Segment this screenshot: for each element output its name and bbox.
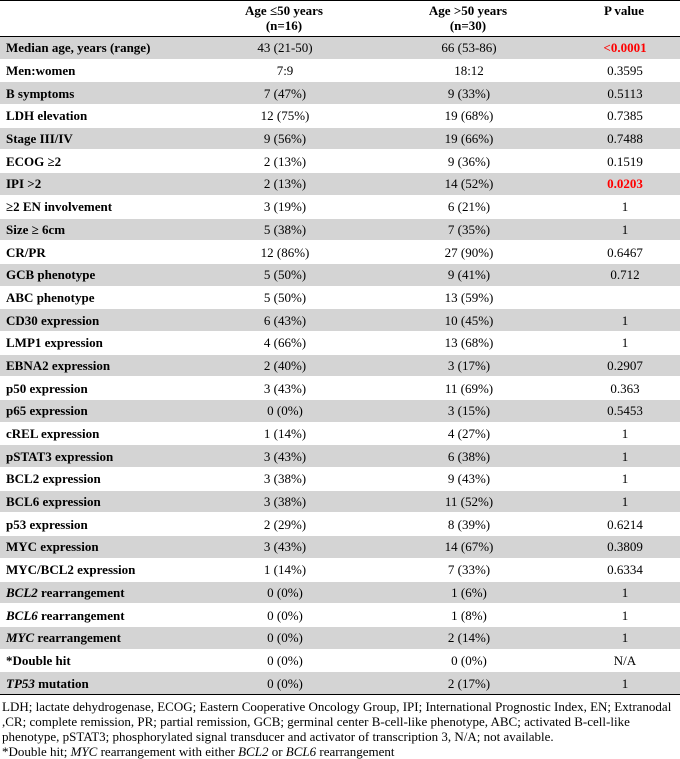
value-age-le50: 5 (38%) (200, 218, 368, 241)
p-value: 0.2907 (568, 354, 680, 377)
value-age-gt50: 11 (52%) (368, 490, 568, 513)
header-variable (0, 1, 200, 37)
p-value: 1 (568, 218, 680, 241)
value-age-gt50: 19 (66%) (368, 127, 568, 150)
header-age-gt50 (368, 1, 568, 37)
value-age-gt50: 6 (38%) (368, 445, 568, 468)
value-age-le50: 0 (0%) (200, 400, 368, 423)
value-age-le50: 3 (43%) (263, 380, 307, 396)
value-age-gt50: 27 (90%) (444, 244, 494, 260)
gene-name: BCL2 (6, 584, 38, 600)
row-label-text: ECOG ≥2 (6, 153, 62, 169)
row-label-text: *Double hit (6, 652, 71, 668)
value-age-le50: 0 (0%) (267, 607, 303, 623)
row-label-text: ABC phenotype (6, 289, 95, 305)
row-label-text: MYC/BCL2 expression (6, 562, 136, 578)
gene-name: BCL6 (6, 607, 38, 623)
double-hit-mid: rearrangement with either (97, 743, 239, 759)
value-age-gt50: 19 (68%) (444, 108, 494, 124)
row-label (0, 241, 200, 264)
value-age-gt50: 2 (14%) (368, 626, 568, 649)
table-row (0, 354, 680, 377)
row-label-text: p53 expression (6, 516, 88, 532)
table-row (0, 150, 680, 173)
table-row (0, 581, 680, 604)
row-label (0, 468, 200, 491)
value-age-le50: 3 (19%) (263, 199, 307, 215)
row-label (0, 604, 200, 627)
value-age-gt50: 9 (41%) (368, 263, 568, 286)
row-label-text: p50 expression (6, 380, 88, 396)
value-age-gt50: 13 (68%) (444, 335, 494, 351)
row-label (0, 105, 200, 128)
table-row (0, 490, 680, 513)
value-age-le50: 1 (14%) (263, 426, 307, 442)
table-row (0, 649, 680, 672)
double-hit-gene-myc: MYC (70, 743, 98, 759)
p-value: N/A (613, 652, 637, 668)
value-age-le50: 43 (21-50) (200, 37, 368, 60)
table-row (0, 241, 680, 264)
value-age-gt50: 9 (43%) (447, 471, 491, 487)
table-row (0, 173, 680, 196)
row-label-text: CD30 expression (6, 312, 100, 328)
table-row (0, 195, 680, 218)
value-age-gt50: 66 (53-86) (368, 37, 568, 60)
double-hit-note (2, 744, 678, 759)
value-age-le50: 3 (38%) (200, 490, 368, 513)
gene-name: MYC (6, 630, 35, 646)
p-value: 1 (621, 426, 629, 442)
value-age-le50: 5 (50%) (200, 263, 368, 286)
value-age-le50: 4 (66%) (263, 335, 307, 351)
value-age-le50: 1 (14%) (263, 562, 307, 578)
table-row (0, 377, 680, 400)
value-age-le50: 12 (86%) (260, 244, 310, 260)
value-age-gt50: 1 (8%) (451, 607, 487, 623)
p-value: 1 (568, 490, 680, 513)
table-row (0, 604, 680, 627)
p-value: 1 (621, 335, 629, 351)
double-hit-or: or (268, 743, 286, 759)
table-row (0, 536, 680, 559)
table-header (0, 1, 680, 37)
value-age-le50: 0 (0%) (200, 581, 368, 604)
p-value: 1 (621, 471, 629, 487)
row-label-text: BCL6 expression (6, 494, 101, 510)
table-body (0, 37, 680, 695)
value-age-le50: 2 (29%) (263, 516, 307, 532)
value-age-le50: 3 (43%) (200, 536, 368, 559)
row-label-text: ≥2 EN involvement (6, 199, 113, 215)
table-row (0, 422, 680, 445)
row-label-text: IPI >2 (6, 176, 42, 192)
row-label (0, 400, 200, 423)
table-row (0, 263, 680, 286)
gene-name: TP53 (6, 675, 35, 691)
row-label (0, 422, 200, 445)
p-value-significant: 0.0203 (568, 173, 680, 196)
value-age-le50: 7 (47%) (200, 82, 368, 105)
p-value: 0.7488 (568, 127, 680, 150)
row-label (0, 127, 200, 150)
row-label-text: cREL expression (6, 426, 100, 442)
p-value: 1 (568, 626, 680, 649)
value-age-le50: 6 (43%) (200, 309, 368, 332)
table-row (0, 672, 680, 695)
p-value: 0.5453 (568, 400, 680, 423)
row-label-text: EBNA2 expression (6, 357, 111, 373)
value-age-gt50: 0 (0%) (451, 652, 487, 668)
value-age-le50: 5 (50%) (263, 289, 307, 305)
value-age-gt50: 2 (17%) (368, 672, 568, 695)
row-label-text: rearrangement (37, 584, 125, 600)
p-value: 1 (621, 607, 629, 623)
row-label (0, 626, 200, 649)
value-age-le50: 0 (0%) (200, 626, 368, 649)
p-value: 0.6467 (607, 244, 643, 260)
value-age-le50: 3 (43%) (200, 445, 368, 468)
p-value-significant: <0.0001 (568, 37, 680, 60)
table-row (0, 445, 680, 468)
p-value: 1 (568, 581, 680, 604)
table-row (0, 82, 680, 105)
row-label (0, 581, 200, 604)
value-age-le50: 7:9 (276, 63, 294, 79)
p-value: 0.363 (610, 380, 640, 396)
table-row (0, 513, 680, 536)
table-footnotes (0, 695, 680, 759)
row-label-text: LMP1 expression (6, 335, 103, 351)
value-age-gt50: 3 (15%) (368, 400, 568, 423)
row-label (0, 513, 200, 536)
value-age-le50: 2 (40%) (200, 354, 368, 377)
row-label-text: LDH elevation (6, 108, 88, 124)
value-age-gt50: 7 (33%) (447, 562, 491, 578)
value-age-gt50: 11 (69%) (444, 380, 494, 396)
table-row (0, 468, 680, 491)
p-value: 0.1519 (607, 153, 643, 169)
abbreviations-note: LDH; lactate dehydrogenase, ECOG; Eastern Cooperative Oncology Group, IPI; International Prognostic Index, EN; Extranodal ,CR; complete remission, PR; partial remission, GCB; germinal center B-cell-like phenotype, ABC; activated B-cell-like phenotype, pSTAT3; phosphorylated signal transducer and activator of transcription 3, N/A; not available. (2, 698, 672, 744)
header-age-le50-line2: (n=16) (265, 18, 303, 33)
row-label-text: rearrangement (34, 630, 121, 646)
row-label-text: Size ≥ 6cm (6, 221, 66, 237)
table-row (0, 105, 680, 128)
row-label (0, 558, 200, 581)
row-label-text: Stage III/IV (6, 131, 73, 147)
row-label (0, 59, 200, 82)
table-row (0, 400, 680, 423)
p-value: 0.7385 (607, 108, 643, 124)
p-value (568, 286, 680, 309)
row-label (0, 536, 200, 559)
p-value: 0.6334 (607, 562, 643, 578)
table-row (0, 59, 680, 82)
p-value: 1 (621, 199, 629, 215)
table-row (0, 37, 680, 60)
row-label (0, 331, 200, 354)
value-age-le50: 9 (56%) (200, 127, 368, 150)
p-value: 0.3809 (568, 536, 680, 559)
p-value: 1 (568, 309, 680, 332)
value-age-gt50: 4 (27%) (447, 426, 491, 442)
row-label-text: BCL2 expression (6, 471, 101, 487)
p-value: 0.712 (568, 263, 680, 286)
row-label-text: GCB phenotype (6, 267, 96, 283)
double-hit-gene-bcl2: BCL2 (238, 743, 269, 759)
p-value: 0.5113 (568, 82, 680, 105)
value-age-gt50: 6 (21%) (447, 199, 491, 215)
row-label (0, 263, 200, 286)
table-row (0, 626, 680, 649)
value-age-gt50: 13 (59%) (444, 289, 494, 305)
row-label (0, 173, 200, 196)
value-age-le50: 12 (75%) (260, 108, 310, 124)
row-label-text: mutation (34, 675, 89, 691)
value-age-gt50: 10 (45%) (368, 309, 568, 332)
value-age-le50: 2 (13%) (200, 173, 368, 196)
double-hit-prefix: *Double hit; (2, 743, 71, 759)
header-age-le50-line1: Age ≤50 years (245, 3, 323, 18)
p-value: 1 (568, 445, 680, 468)
value-age-gt50: 14 (67%) (368, 536, 568, 559)
row-label-text: p65 expression (6, 403, 88, 419)
row-label-text: MYC expression (6, 539, 99, 555)
p-value: 0.3595 (607, 63, 643, 79)
row-label-text: Median age, years (range) (6, 40, 151, 56)
row-label (0, 672, 200, 695)
double-hit-suffix: rearrangement (316, 743, 395, 759)
header-age-gt50-line2: (n=30) (449, 18, 487, 33)
table-row (0, 218, 680, 241)
value-age-gt50: 18:12 (454, 63, 484, 79)
row-label (0, 354, 200, 377)
value-age-gt50: 7 (35%) (368, 218, 568, 241)
table-row (0, 127, 680, 150)
row-label-text: Men:women (6, 63, 76, 79)
value-age-le50: 0 (0%) (200, 672, 368, 695)
table-row (0, 309, 680, 332)
header-age-le50 (200, 1, 368, 37)
row-label (0, 37, 200, 60)
row-label-text: B symptoms (6, 85, 75, 101)
row-label-text: pSTAT3 expression (6, 448, 114, 464)
value-age-le50: 0 (0%) (267, 652, 303, 668)
row-label (0, 218, 200, 241)
value-age-gt50: 14 (52%) (368, 173, 568, 196)
table-row (0, 558, 680, 581)
row-label (0, 309, 200, 332)
value-age-gt50: 1 (6%) (368, 581, 568, 604)
value-age-gt50: 9 (36%) (447, 153, 491, 169)
p-value: 1 (568, 672, 680, 695)
row-label-text: CR/PR (6, 244, 46, 260)
double-hit-gene-bcl6: BCL6 (285, 743, 317, 759)
row-label-text: rearrangement (37, 607, 125, 623)
row-label (0, 377, 200, 400)
table-row (0, 331, 680, 354)
header-p-value: P value (603, 3, 645, 18)
row-label (0, 150, 200, 173)
row-label (0, 445, 200, 468)
value-age-le50: 2 (13%) (263, 153, 307, 169)
value-age-gt50: 8 (39%) (447, 516, 491, 532)
row-label (0, 490, 200, 513)
header-age-gt50-line1: Age >50 years (428, 3, 508, 18)
value-age-gt50: 3 (17%) (368, 354, 568, 377)
row-label (0, 195, 200, 218)
row-label (0, 286, 200, 309)
row-label (0, 649, 200, 672)
value-age-gt50: 9 (33%) (368, 82, 568, 105)
p-value: 0.6214 (607, 516, 643, 532)
table-row (0, 286, 680, 309)
row-label (0, 82, 200, 105)
value-age-le50: 3 (38%) (263, 471, 307, 487)
